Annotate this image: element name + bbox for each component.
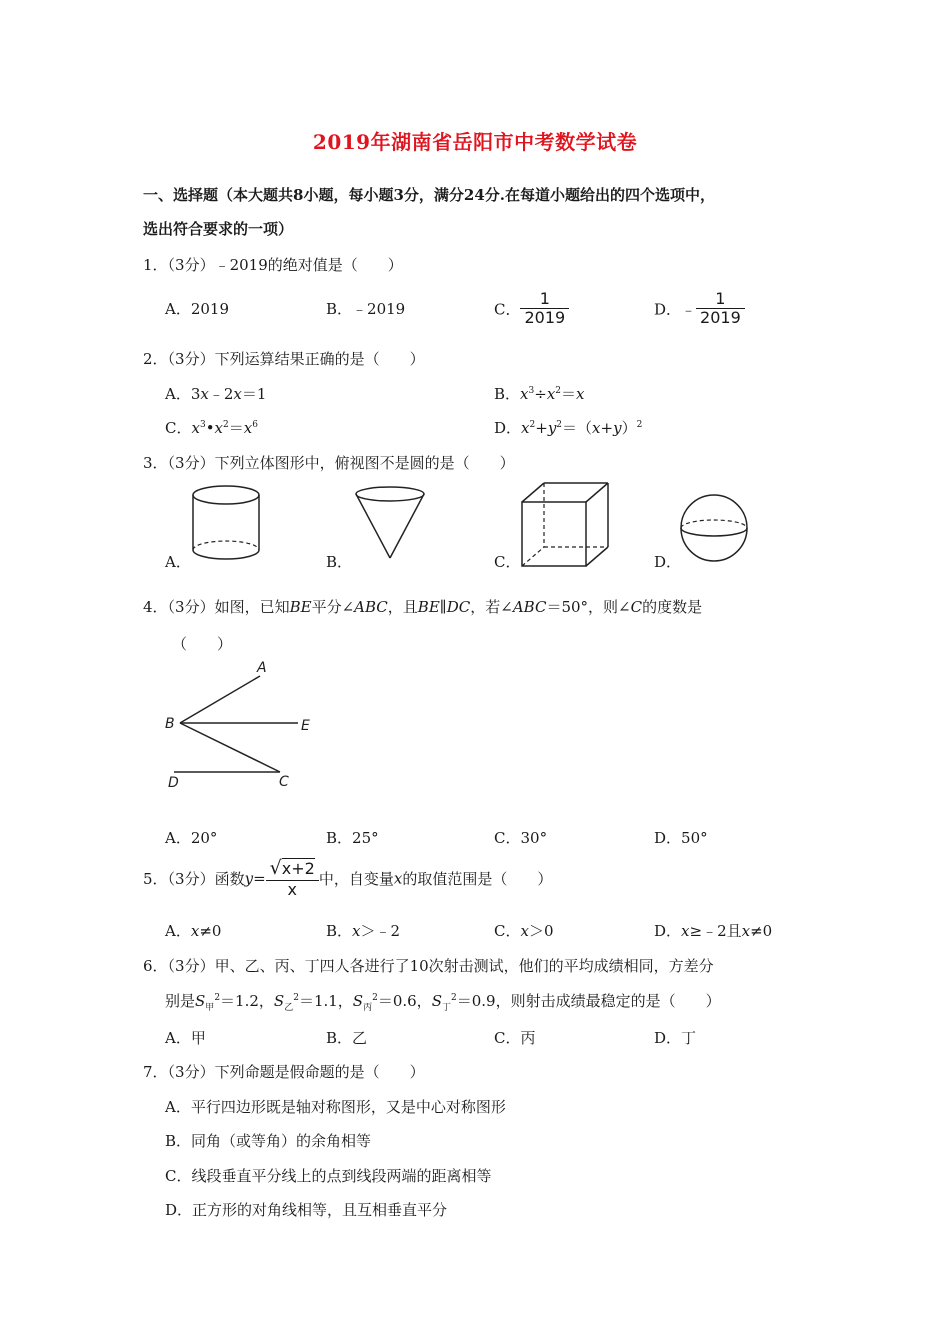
q7-option-a: A．平行四边形既是轴对称图形，又是中心对称图形	[165, 1098, 506, 1116]
q5-d-text: ≥﹣2且	[689, 922, 742, 940]
q4-ruo: ，若∠	[470, 598, 513, 616]
q3-option-a-label: A．	[165, 553, 191, 571]
q5-stem	[143, 858, 552, 899]
q4-option-b: B．25°	[326, 829, 379, 847]
cone-figure	[352, 486, 428, 562]
q5-radicand: x+2	[281, 859, 315, 878]
q1-stem: 1．（3分）﹣2019的绝对值是（ ）	[143, 256, 403, 274]
q1-option-a: A．2019	[165, 300, 230, 318]
q7-stem: 7．（3分）下列命题是假命题的是（ ）	[143, 1063, 425, 1081]
q2-b-label: B．	[494, 385, 521, 403]
q2-d-close: ）	[621, 419, 637, 437]
q2-b-exp1: 3	[528, 386, 535, 396]
segment-bc	[180, 723, 280, 772]
q5-eq: =	[253, 869, 266, 888]
q5-c-label: C．	[494, 922, 521, 940]
q6-sup2: 2	[293, 993, 299, 1003]
q6-s2: S	[273, 992, 285, 1010]
point-label-c: C	[279, 774, 289, 790]
q1-option-c-label: C．	[494, 300, 521, 319]
q1-option-d-numerator: 1	[715, 289, 726, 308]
q2-c-eq: ＝	[228, 419, 244, 437]
q5-option-c	[494, 920, 554, 941]
q5-b-var: x	[352, 922, 361, 940]
q2-d-label: D．	[494, 419, 522, 437]
q2-c-exp2: 2	[223, 420, 229, 430]
q5-d-var: x	[681, 922, 690, 940]
q6-stem-line2	[165, 990, 721, 1013]
q5-b-label: B．	[326, 922, 353, 940]
q5-xvar: x	[393, 869, 403, 888]
q2-c-var1: x	[191, 419, 200, 437]
q5-a-var: x	[190, 922, 200, 940]
q2-a-mid: ﹣2	[208, 385, 234, 403]
q2-b-var1: x	[520, 385, 529, 403]
q5-denominator: x	[266, 880, 319, 899]
q6-sub-yi: 乙	[284, 1003, 294, 1013]
q4-be1: BE	[289, 598, 312, 616]
q5-option-d	[654, 920, 772, 941]
q6-pre: 别是	[165, 992, 196, 1010]
q2-c-var2: x	[214, 419, 224, 437]
cylinder-figure	[188, 484, 264, 570]
q6-s1: S	[195, 992, 206, 1010]
q4-ping: 平分∠	[311, 598, 355, 616]
q5-option-a	[165, 920, 221, 941]
q2-a-tail: ＝1	[241, 385, 267, 403]
q6-option-d: D．丁	[654, 1029, 697, 1047]
q2-a-var1: x	[200, 385, 209, 403]
point-label-d: D	[168, 775, 179, 791]
q3-option-b-label: B．	[326, 553, 353, 571]
q4-tail: 的度数是	[642, 598, 703, 616]
q4-dc: DC	[446, 598, 471, 616]
q3-option-c-label: C．	[494, 553, 521, 571]
q2-c-exp1: 3	[199, 420, 206, 430]
q6-v3: ＝0.6，	[377, 992, 432, 1010]
q4-option-c: C．30°	[494, 829, 548, 847]
q1-option-c-fraction	[520, 290, 569, 328]
q4-be2: BE	[417, 598, 440, 616]
q2-b-exp2: 2	[555, 386, 562, 396]
q1-option-c-numerator: 1	[539, 289, 550, 308]
q1-option-b: B．﹣2019	[326, 300, 406, 318]
q6-v1: ＝1.2，	[220, 992, 274, 1010]
q4-stem	[143, 596, 702, 617]
q6-sup1: 2	[214, 993, 221, 1003]
q4-qie: ，且	[387, 598, 418, 616]
q1-option-d-label: D．﹣	[654, 300, 697, 319]
q2-b-op: ÷	[534, 385, 547, 403]
q2-d-eq: ＝（	[562, 419, 593, 437]
q2-b-var3: x	[576, 385, 585, 403]
q2-d-var4: y	[613, 419, 622, 437]
q2-a-label: A．3	[165, 385, 201, 403]
q4-bracket: （ ）	[172, 635, 233, 653]
q6-sub-bing: 丙	[363, 1003, 373, 1013]
q7-option-c: C．线段垂直平分线上的点到线段两端的距离相等	[165, 1167, 492, 1185]
q5-option-b	[326, 920, 400, 941]
q6-sup3: 2	[372, 993, 378, 1003]
q1-option-c	[494, 290, 569, 328]
q2-option-d	[494, 417, 642, 438]
q5-post: 中，自变量	[318, 870, 394, 889]
q2-d-exp2: 2	[556, 420, 563, 430]
sphere-figure	[678, 492, 750, 564]
q6-v4: ＝0.9，则射击成绩最稳定的是（ ）	[456, 992, 721, 1010]
q6-sub-jia: 甲	[205, 1003, 215, 1013]
q4-abc2: ABC	[512, 598, 547, 616]
q2-option-a	[165, 383, 266, 404]
sqrt-sign: √	[269, 857, 282, 879]
q2-c-exp3: 6	[252, 420, 258, 430]
point-label-a: A	[257, 660, 267, 676]
q6-s3: S	[352, 992, 364, 1010]
page-title: 2019年湖南省岳阳市中考数学试卷	[312, 130, 638, 154]
q2-stem: 2．（3分）下列运算结果正确的是（ ）	[143, 350, 425, 368]
q7-option-d: D．正方形的对角线相等，且互相垂直平分	[165, 1201, 448, 1219]
q5-fraction	[266, 858, 319, 899]
q2-d-exp1: 2	[529, 420, 536, 430]
q4-abc1: ABC	[354, 598, 388, 616]
q2-d-exp3: 2	[636, 420, 643, 430]
q1-option-d-fraction	[696, 290, 745, 328]
point-label-b: B	[165, 716, 175, 732]
q2-d-var2: y	[547, 419, 557, 437]
q2-d-plus: +	[600, 419, 614, 437]
q1-option-c-denominator: 2019	[520, 308, 569, 327]
q5-b-text: ＞﹣2	[360, 922, 401, 940]
q4-option-d: D．50°	[654, 829, 708, 847]
q2-c-label: C．	[165, 419, 192, 437]
section-heading-line2: 选出符合要求的一项）	[143, 220, 294, 238]
section-heading-line1: 一、选择题（本大题共8小题，每小题3分，满分24分.在每道小题给出的四个选项中，	[143, 186, 715, 204]
q5-y: y	[244, 869, 254, 888]
q1-option-d	[654, 290, 745, 328]
cube-figure	[518, 480, 612, 570]
q4-parallel: ∥	[439, 598, 447, 616]
q2-c-op: •	[205, 419, 215, 437]
q7-option-b: B．同角（或等角）的余角相等	[165, 1132, 372, 1150]
q2-d-var1: x	[521, 419, 530, 437]
q4-option-a: A．20°	[165, 829, 218, 847]
q5-c-var: x	[520, 922, 529, 940]
q6-sub-ding: 丁	[441, 1003, 451, 1013]
q2-d-var3: x	[592, 419, 601, 437]
q5-pre: 5．（3分）函数	[143, 870, 245, 889]
q6-option-b: B．乙	[326, 1029, 368, 1047]
q2-d-op: +	[535, 419, 548, 437]
q6-option-a: A．甲	[165, 1029, 206, 1047]
q5-d-text2: ≠0	[750, 922, 773, 940]
q6-v2: ＝1.1，	[298, 992, 353, 1010]
ray-ba	[180, 676, 260, 723]
q5-d-var2: x	[741, 922, 751, 940]
q4-c: C	[630, 598, 643, 616]
q3-stem: 3．（3分）下列立体图形中，俯视图不是圆的是（ ）	[143, 454, 515, 472]
q4-stem-pre: 4．（3分）如图，已知	[143, 598, 290, 616]
q6-stem-line1: 6．（3分）甲、乙、丙、丁四人各进行了10次射击测试，他们的平均成绩相同，方差分	[143, 957, 714, 975]
q4-val: ＝50°，则∠	[546, 598, 631, 616]
q5-radical	[266, 858, 319, 880]
q2-b-eq: ＝	[561, 385, 577, 403]
q4-angle-figure	[160, 656, 330, 796]
q2-option-b	[494, 383, 585, 404]
q2-c-var3: x	[243, 419, 253, 437]
q6-s4: S	[431, 992, 442, 1010]
q6-sup4: 2	[450, 993, 457, 1003]
q5-c-text: ＞0	[528, 922, 554, 940]
q2-option-c	[165, 417, 258, 438]
q5-a-text: ≠0	[199, 922, 222, 940]
q2-b-var2: x	[546, 385, 556, 403]
q5-post2: 的取值范围是（ ）	[402, 870, 553, 889]
q5-d-label: D．	[654, 922, 682, 940]
point-label-e: E	[301, 718, 310, 734]
q5-a-label: A．	[165, 922, 191, 940]
q6-option-c: C．丙	[494, 1029, 536, 1047]
q3-option-d-label: D．	[654, 553, 682, 571]
q2-a-var2: x	[233, 385, 242, 403]
q1-option-d-denominator: 2019	[696, 308, 745, 327]
